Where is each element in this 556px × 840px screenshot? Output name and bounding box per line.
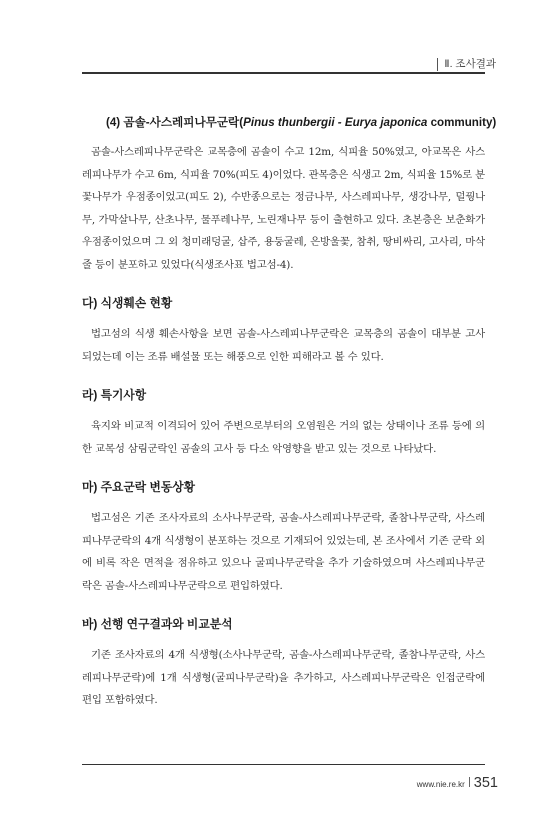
community-title-latin: Pinus thunbergii - Eurya japonica (243, 116, 428, 129)
community-title-prefix: (4) 곰솔-사스레피나무군락( (106, 116, 244, 129)
section-paragraph: 기존 조사자료의 4개 식생형(소사나무군락, 곰솔-사스레피나무군락, 졸참나무군락, 사스레피나무군락)에 1개 식생형(굴피나무군락)을 추가하고, 사스레피나무군락은 인접군락에 편입 포함하였다. (82, 649, 485, 706)
page-number: 351 (473, 775, 498, 791)
community-paragraph: 곰솔-사스레피나무군락은 교목층에 곰솔이 수고 12m, 식피율 50%였고, 아교목은 사스레피나무가 수고 6m, 식피율 70%(피도 4)이었다. 관목층은 식생고 2m, 식피율 15%로 분꽃나무가 우점종이었고(피도 2), 수반종으로는 정금나무, 사스레피나무, 생강나무, 덜꿩나무, 가막살나무, 산초나무, 물푸레나무, 노린재나무 등이 출현하고 있다. 초본층은 보춘화가 우점종이었으며 그 외 청미래덩굴, 삽주, 용둥굴레, 은방울꽃, 참취, 땅비싸리, 고사리, 마삭줄 등이 분포하고 있었다(식생조사표 법고섬-4). (82, 146, 485, 271)
community-title (82, 112, 497, 134)
page-footer (417, 775, 498, 791)
page-content (82, 112, 497, 712)
section-paragraph: 육지와 비교적 이격되어 있어 주변으로부터의 오염원은 거의 없는 상태이나 조류 등에 의한 교목성 삼림군락인 곰솔의 고사 등 다소 악영향을 받고 있는 것으로 나타났다. (82, 420, 485, 455)
header-rule (82, 72, 485, 74)
section-paragraph: 법고섬의 식생 훼손사항을 보면 곰솔-사스레피나무군락은 교목층의 곰솔이 대부분 고사되었는데 이는 조류 배설물 또는 해풍으로 인한 피해라고 볼 수 있다. (82, 328, 485, 363)
chapter-tag: Ⅱ. 조사결과 (437, 58, 496, 71)
section-heading: 라) 특기사항 (82, 388, 147, 402)
footer-separator (469, 777, 470, 787)
section-heading: 바) 선행 연구결과와 비교분석 (82, 617, 233, 631)
section-damage (82, 294, 485, 368)
footer-url: www.nie.re.kr (416, 780, 465, 789)
section-special-notes (82, 386, 485, 460)
section-paragraph: 법고섬은 기존 조사자료의 소사나무군락, 곰솔-사스레피나무군락, 졸참나무군락, 사스레피나무군락의 4개 식생형이 분포하는 것으로 기재되어 있었는데, 본 조사에서 기존 군락 외에 비록 작은 면적을 점유하고 있으나 굴피나무군락을 추가 기술하였으며 사스레피나무군락은 곰솔-사스레피나무군락으로 편입하였다. (82, 512, 485, 592)
section-heading: 마) 주요군락 변동상황 (82, 480, 196, 494)
section-community-changes (82, 478, 485, 597)
section-heading: 다) 식생훼손 현황 (82, 296, 173, 310)
community-title-suffix: community) (427, 116, 497, 129)
footer-rule (82, 764, 485, 765)
section-prior-comparison (82, 615, 485, 712)
